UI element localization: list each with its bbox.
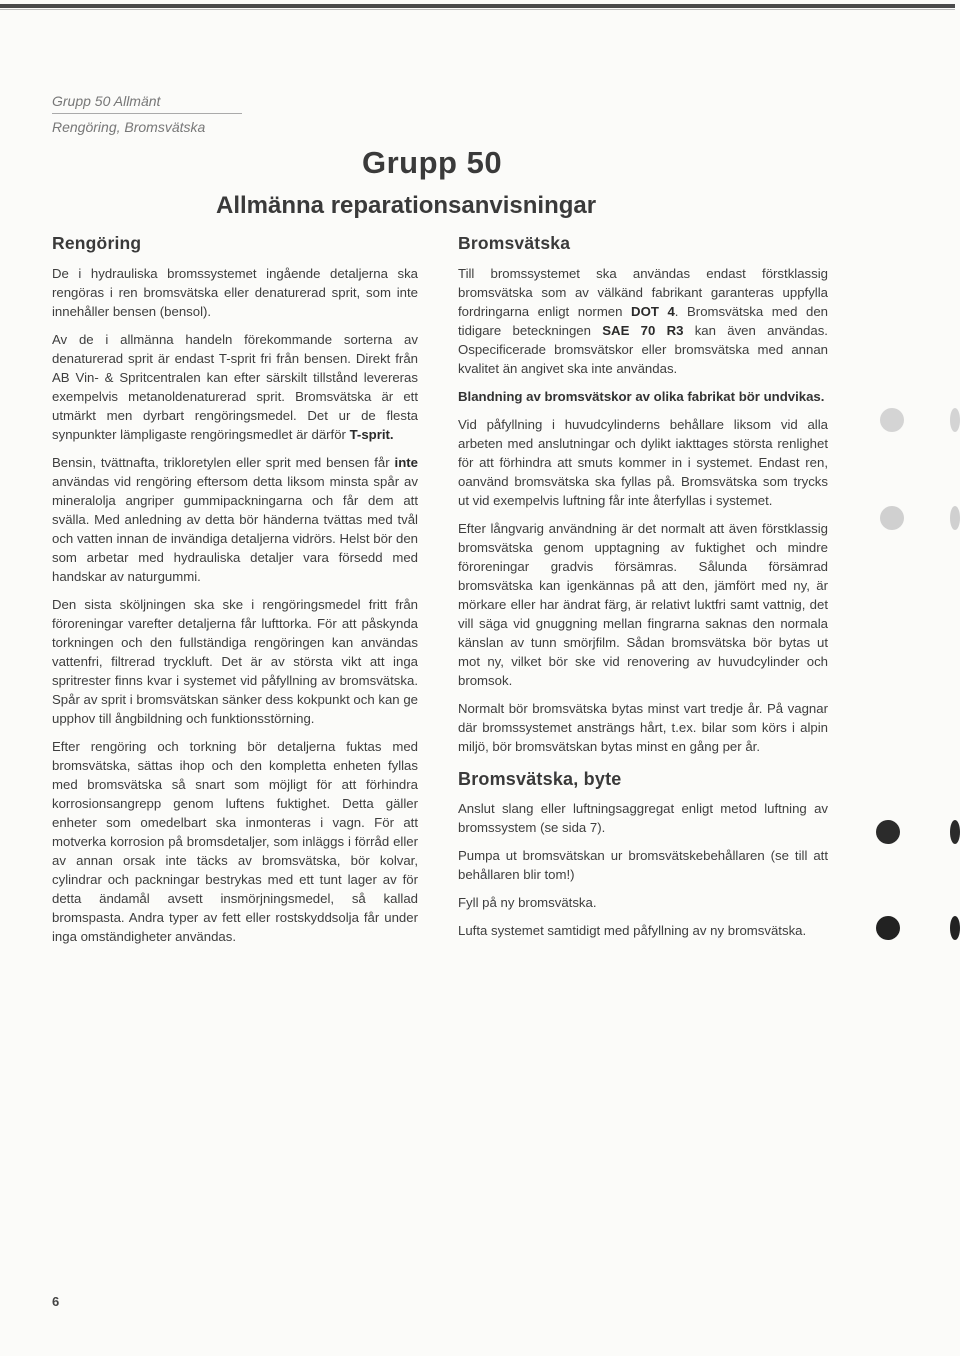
- header-section: Grupp 50 Allmänt: [52, 93, 161, 109]
- paragraph: Pumpa ut bromsvätskan ur bromsvätskebehållaren (se till att behållaren blir tom!): [458, 848, 828, 882]
- paragraph: Efter långvarig användning är det normalt att även förstklassig bromsvätska genom upptagning av fuktighet och mindre föroreningar gradvis försämras. Sålunda försämrad bromsvätska kan igenkännas på att den, jämfört med ny, är mörkare eller har ändrat färg, är relativt luktfri samt vattnig, det vill säga vid gnuggning mellan fingrarna saknas den normala känslan av tunn smörjfilm. Sådan bromsvätska bör bytas ut mot ny, vilket bör ske vid renovering av huvudcylinder och bromsok.: [458, 521, 828, 688]
- section-heading-rengoring: Rengöring: [52, 233, 142, 253]
- emphasis: inte: [394, 455, 418, 470]
- paragraph: Den sista sköljningen ska ske i rengöringsmedel fritt från föroreningar varefter detaljerna får lufttorka. För att påskynda torkningen och den fullständiga rengöringen kan användas vattenfri, filtrerad tryckluft. Det är av största vikt att inga spritrester finns kvar i systemet vid påfyllning av bromsvätska. Spår av sprit i bromsvätskan sänker dess kokpunkt och kan ge upphov till ångbildning och funktionsstörning.: [52, 597, 418, 726]
- punch-hole-edge-icon: [950, 820, 960, 844]
- paragraph: Normalt bör bromsvätska bytas minst vart tredje år. På vagnar där bromssystemet ansträngs hårt, t.ex. bilar som körs i alpin miljö, bör bromsvätskan bytas minst en gång per år.: [458, 701, 828, 754]
- section-heading-bromsvatska-byte: Bromsvätska, byte: [458, 769, 622, 789]
- top-border-rule-thin: [0, 9, 955, 10]
- paragraph: Till bromssystemet ska användas endast förstklassig bromsvätska som av välkänd fabrikant garanteras uppfylla fordringarna enligt normen DOT 4. Bromsvätska med den tidigare beteckningen SAE 70 R3 kan även användas. Ospecificerade bromsvätskor eller bromsvätska med annan kvalitet än angivet ska inte användas.: [458, 266, 828, 376]
- punch-hole-icon: [876, 820, 900, 844]
- paragraph: Bensin, tvättnafta, trikloretylen eller sprit med bensen får inte användas vid rengöring eftersom detta liksom minsta spår av mineralolja angriper gummipackningarna och får dem att svälla. Med anledning av detta bör händerna tvättas med tvål och vatten innan de invändiga detaljerna vidrörs. Helst bör den som arbetar med hydrauliska detaljer vara försedd med handskar av naturgummi.: [52, 455, 418, 584]
- top-border-rule: [0, 4, 955, 8]
- punch-hole-icon: [880, 408, 904, 432]
- header-rule: [52, 113, 242, 114]
- emphasis: DOT 4: [631, 304, 675, 319]
- paragraph: Efter rengöring och torkning bör detaljerna fuktas med bromsvätska, sättas ihop och den kompletta enheten fyllas med bromsvätska så snart som möjligt för att förhindra korrosionsangrepp genom luftens fuktighet. Detta gäller enheter som omedelbart ska inmonteras i vagn. För att motverka korrosion på bromsdetaljer, som inläggs i förråd eller av annan orsak inte täcks av bromsvätska, bör kolvar, cylindrar och packningar bestrykas med ett tunt lager av för detta ändamål avsett insmörjningsmedel, så kallad bromspasta. Andra typer av fett eller rostskyddsolja får under inga omständigheter användas.: [52, 739, 418, 944]
- header-topic: Rengöring, Bromsvätska: [52, 119, 206, 135]
- paragraph: Anslut slang eller luftningsaggregat enligt metod luftning av bromssystem (se sida 7).: [458, 801, 828, 835]
- page-number: 6: [52, 1294, 60, 1309]
- paragraph: Lufta systemet samtidigt med påfyllning av ny bromsvätska.: [458, 923, 807, 938]
- emphasis: SAE 70 R3: [602, 323, 684, 338]
- page-subtitle: Allmänna reparationsanvisningar: [216, 192, 597, 219]
- punch-hole-edge-icon: [950, 916, 960, 940]
- warning-paragraph: Blandning av bromsvätskor av olika fabrikat bör undvikas.: [458, 389, 825, 404]
- section-heading-bromsvatska: Bromsvätska: [458, 233, 571, 253]
- punch-hole-icon: [876, 916, 900, 940]
- paragraph: Fyll på ny bromsvätska.: [458, 895, 597, 910]
- right-column: [458, 234, 828, 949]
- paragraph: Av de i allmänna handeln förekommande sorterna av denaturerad sprit är endast T-sprit fri från bensen. Direkt från AB Vin- & Spritcentralen kan efter särskilt tillstånd levereras exempelvis metanoldenaturerad sprit. Bromsvätska är ett utmärkt men dyrbart rengöringsmedel. Det ur de flesta synpunkter lämpligaste rengöringsmedlet är därför T-sprit.: [52, 332, 418, 442]
- page-title: Grupp 50: [362, 145, 503, 180]
- paragraph: De i hydrauliska bromssystemet ingående detaljerna ska rengöras i ren bromsvätska eller denaturerad sprit, som inte innehåller bensen (bensol).: [52, 266, 418, 319]
- punch-hole-edge-icon: [950, 506, 960, 530]
- emphasis: T-sprit.: [349, 427, 394, 442]
- punch-hole-edge-icon: [950, 408, 960, 432]
- running-header: [52, 90, 242, 138]
- left-column: [52, 234, 418, 955]
- punch-hole-icon: [880, 506, 904, 530]
- paragraph: Vid påfyllning i huvudcylinderns behållare liksom vid alla arbeten med anslutningar och dylikt iakttages största renlighet för att förhindra att smuts kommer in i systemet. Endast ren, oanvänd bromsvätska ska fyllas på. Bromsvätska som trycks ut vid exempelvis luftning får inte återfyllas i systemet.: [458, 417, 828, 508]
